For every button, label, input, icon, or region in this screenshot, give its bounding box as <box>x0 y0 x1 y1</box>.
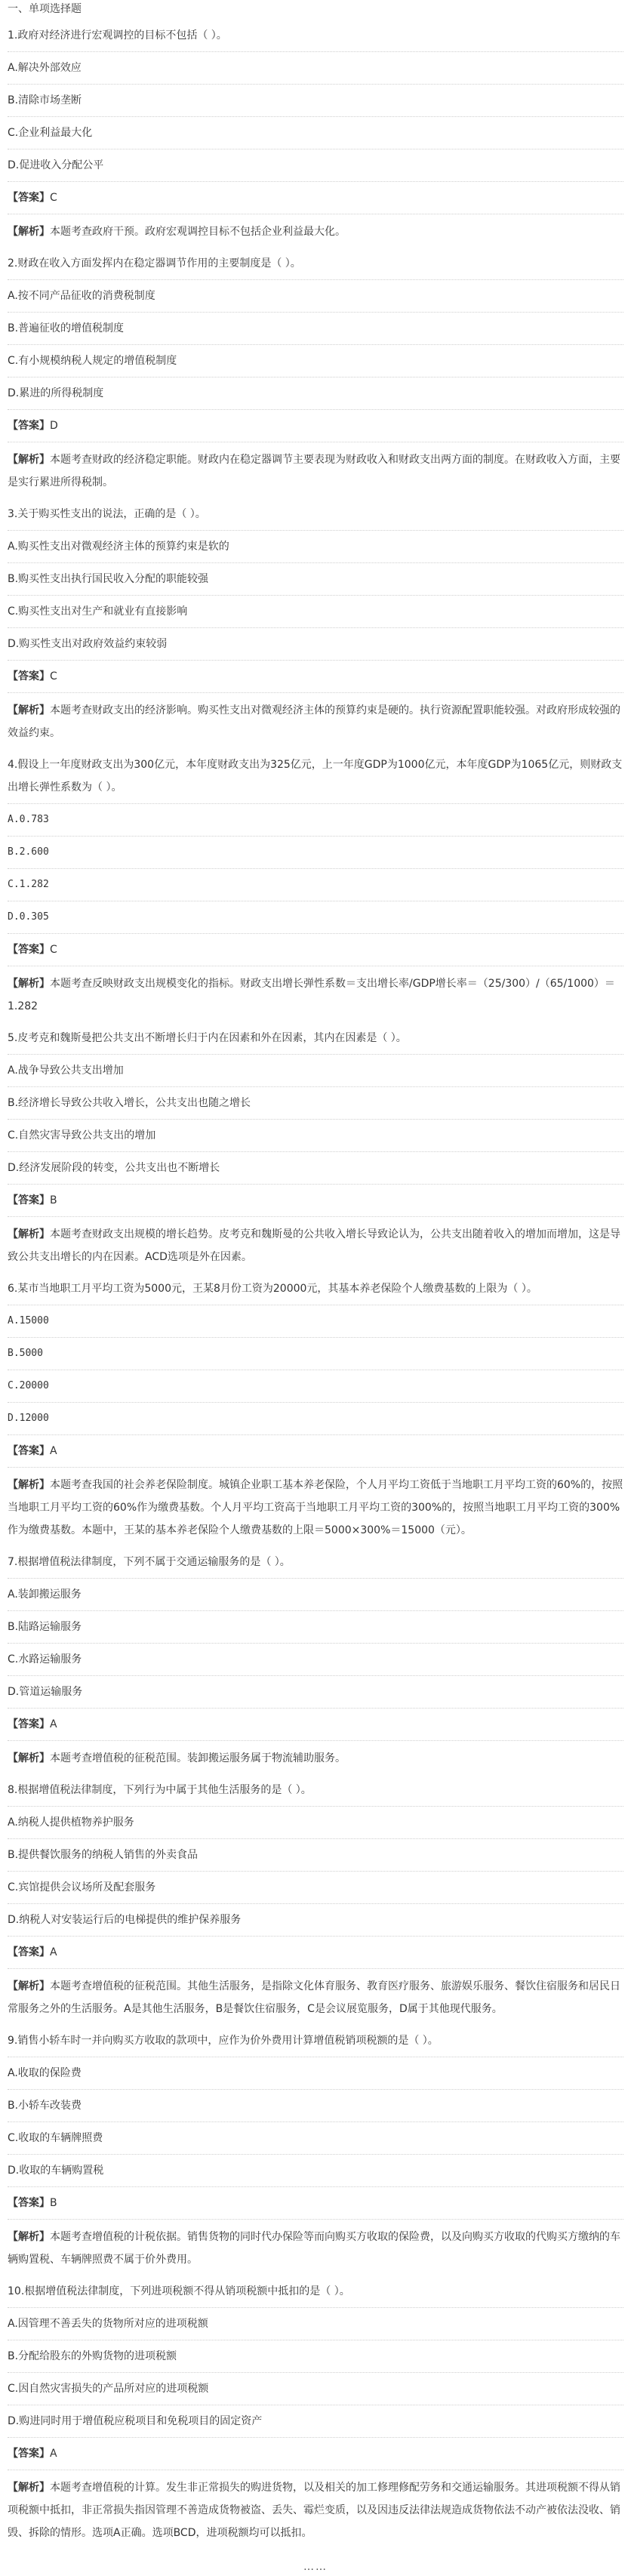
analysis-text: 本题考查增值税的计算。发生非正常损失的购进货物，以及相关的加工修理修配劳务和交通运输服务。其进项税额不得从销项税额中抵扣，非正常损失指因管理不善造成货物被盗、丢失、霉烂变质，以及因违反法律法规造成货物依法不动产被依法没收、销毁、拆除的情形。选项A正确。选项BCD，进项税额均可以抵扣。 <box>8 2482 620 2539</box>
option-b: B.陆路运输服务 <box>8 1610 623 1643</box>
analysis-label: 【解析】 <box>8 226 50 238</box>
answer-label: 【答案】 <box>8 2448 50 2460</box>
answer-value: B <box>50 2197 57 2209</box>
question-block <box>8 1273 623 1546</box>
analysis-label: 【解析】 <box>8 978 50 990</box>
answer-line <box>8 1708 623 1740</box>
answer-label: 【答案】 <box>8 944 50 956</box>
option-a: A.解决外部效应 <box>8 51 623 84</box>
answer-label: 【答案】 <box>8 1445 50 1457</box>
answer-label: 【答案】 <box>8 1946 50 1958</box>
option-c: C.1.282 <box>8 868 623 901</box>
answer-value: C <box>50 192 57 204</box>
option-d: D.促进收入分配公平 <box>8 149 623 181</box>
question-stem: 1.政府对经济进行宏观调控的目标不包括（ ）。 <box>8 29 227 42</box>
analysis-label: 【解析】 <box>8 2231 50 2243</box>
answer-line <box>8 181 623 214</box>
analysis-text: 本题考查政府干预。政府宏观调控目标不包括企业利益最大化。 <box>50 226 346 238</box>
question-stem: 4.假设上一年度财政支出为300亿元，本年度财政支出为325亿元，上一年度GDP为1000亿元，本年度GDP为1065亿元，则财政支出增长弹性系数为（ ）。 <box>8 759 623 793</box>
question-block <box>8 498 623 749</box>
question-stem: 6.某市当地职工月平均工资为5000元，王某8月份工资为20000元，其基本养老保险个人缴费基数的上限为（ ）。 <box>8 1283 537 1295</box>
option-c: C.自然灾害导致公共支出的增加 <box>8 1119 623 1151</box>
analysis-label: 【解析】 <box>8 454 50 466</box>
question-block <box>8 1022 623 1273</box>
option-c: C.20000 <box>8 1370 623 1402</box>
analysis-paragraph <box>8 1467 623 1546</box>
answer-value: A <box>50 1946 57 1958</box>
analysis-text: 本题考查财政的经济稳定职能。财政内在稳定器调节主要表现为财政收入和财政支出两方面的制度。在财政收入方面，主要是实行累进所得税制。 <box>8 454 620 488</box>
analysis-paragraph <box>8 1216 623 1273</box>
option-b: B.提供餐饮服务的纳税人销售的外卖食品 <box>8 1838 623 1871</box>
answer-label: 【答案】 <box>8 2197 50 2209</box>
answer-value: A <box>50 2448 57 2460</box>
option-a: A.按不同产品征收的消费税制度 <box>8 279 623 312</box>
answer-value: B <box>50 1194 57 1206</box>
option-c: C.有小规模纳税人规定的增值税制度 <box>8 344 623 377</box>
section-title: 一、单项选择题 <box>8 3 82 15</box>
option-b: B.普遍征收的增值税制度 <box>8 312 623 344</box>
question-list <box>8 20 623 2549</box>
analysis-text: 本题考查增值税的征税范围。其他生活服务，是指除文化体育服务、教育医疗服务、旅游娱乐服务、餐饮住宿服务和居民日常服务之外的生活服务。A是其他生活服务，B是餐饮住宿服务，C是会议展览服务，D属于其他现代服务。 <box>8 1980 620 2015</box>
option-d: D.累进的所得税制度 <box>8 377 623 409</box>
option-b: B.经济增长导致公共收入增长，公共支出也随之增长 <box>8 1086 623 1119</box>
question-block <box>8 749 623 1022</box>
option-b: B.清除市场垄断 <box>8 84 623 116</box>
question-stem: 8.根据增值税法律制度，下列行为中属于其他生活服务的是（ ）。 <box>8 1784 312 1796</box>
answer-line <box>8 1184 623 1216</box>
option-c: C.收取的车辆牌照费 <box>8 2122 623 2154</box>
answer-label: 【答案】 <box>8 1194 50 1206</box>
option-a: A.购买性支出对微观经济主体的预算约束是软的 <box>8 530 623 562</box>
answer-line <box>8 2437 623 2470</box>
question-block <box>8 1546 623 1774</box>
option-d: D.收取的车辆购置税 <box>8 2154 623 2186</box>
option-d: D.12000 <box>8 1402 623 1434</box>
exam-document <box>8 0 623 2549</box>
analysis-paragraph <box>8 2219 623 2276</box>
analysis-paragraph <box>8 1968 623 2025</box>
analysis-text: 本题考查反映财政支出规模变化的指标。财政支出增长弹性系数＝支出增长率/GDP增长率＝（25/300）/（65/1000）＝1.282 <box>8 978 615 1012</box>
option-d: D.0.305 <box>8 901 623 933</box>
option-b: B.分配给股东的外购货物的进项税额 <box>8 2340 623 2372</box>
answer-line <box>8 660 623 692</box>
option-b: B.2.600 <box>8 836 623 868</box>
option-c: C.企业利益最大化 <box>8 116 623 149</box>
option-d: D.纳税人对安装运行后的电梯提供的维护保养服务 <box>8 1903 623 1936</box>
option-a: A.纳税人提供植物养护服务 <box>8 1806 623 1838</box>
analysis-text: 本题考查增值税的计税依据。销售货物的同时代办保险等而向购买方收取的保险费，以及向购买方收取的代购买方缴纳的车辆购置税、车辆牌照费不属于价外费用。 <box>8 2231 620 2266</box>
option-c: C.水路运输服务 <box>8 1643 623 1675</box>
question-stem: 3.关于购买性支出的说法，正确的是（ ）。 <box>8 508 206 520</box>
option-a: A.战争导致公共支出增加 <box>8 1054 623 1086</box>
option-d: D.购进同时用于增值税应税项目和免税项目的固定资产 <box>8 2405 623 2437</box>
question-stem: 9.销售小轿车时一并向购买方收取的款项中，应作为价外费用计算增值税销项税额的是（ ）。 <box>8 2035 439 2047</box>
analysis-paragraph <box>8 442 623 498</box>
answer-line <box>8 933 623 966</box>
answer-line <box>8 1936 623 1968</box>
continuation-ellipsis: …… <box>303 2561 328 2573</box>
option-a: A.装卸搬运服务 <box>8 1578 623 1610</box>
option-c: C.宾馆提供会议场所及配套服务 <box>8 1871 623 1903</box>
question-stem: 10.根据增值税法律制度，下列进项税额不得从销项税额中抵扣的是（ ）。 <box>8 2285 350 2297</box>
analysis-label: 【解析】 <box>8 1228 50 1240</box>
option-d: D.经济发展阶段的转变，公共支出也不断增长 <box>8 1151 623 1184</box>
question-stem: 2.财政在收入方面发挥内在稳定器调节作用的主要制度是（ ）。 <box>8 257 301 270</box>
analysis-label: 【解析】 <box>8 1980 50 1992</box>
analysis-paragraph <box>8 2470 623 2549</box>
question-block <box>8 2025 623 2276</box>
answer-value: A <box>50 1718 57 1730</box>
answer-line <box>8 1434 623 1467</box>
analysis-paragraph <box>8 214 623 248</box>
analysis-text: 本题考查财政支出规模的增长趋势。皮考克和魏斯曼的公共收入增长导致论认为，公共支出随着收入的增加而增加，这是导致公共支出增长的内在因素。ACD选项是外在因素。 <box>8 1228 620 1263</box>
question-block <box>8 2276 623 2549</box>
option-c: C.购买性支出对生产和就业有直接影响 <box>8 595 623 627</box>
option-d: D.购买性支出对政府效益约束较弱 <box>8 627 623 660</box>
option-a: A.0.783 <box>8 803 623 836</box>
analysis-paragraph <box>8 966 623 1022</box>
option-a: A.因管理不善丢失的货物所对应的进项税额 <box>8 2307 623 2340</box>
option-d: D.管道运输服务 <box>8 1675 623 1708</box>
option-a: A.收取的保险费 <box>8 2057 623 2089</box>
answer-line <box>8 409 623 442</box>
answer-value: D <box>50 420 58 432</box>
option-b: B.购买性支出执行国民收入分配的职能较强 <box>8 562 623 595</box>
analysis-text: 本题考查财政支出的经济影响。购买性支出对微观经济主体的预算约束是硬的。执行资源配置职能较强。对政府形成较强的效益约束。 <box>8 704 620 739</box>
answer-line <box>8 2186 623 2219</box>
analysis-text: 本题考查增值税的征税范围。装卸搬运服务属于物流辅助服务。 <box>50 1752 346 1764</box>
analysis-label: 【解析】 <box>8 2482 50 2494</box>
question-block <box>8 1774 623 2025</box>
question-stem: 7.根据增值税法律制度，下列不属于交通运输服务的是（ ）。 <box>8 1556 291 1568</box>
answer-value: C <box>50 670 57 683</box>
answer-value: C <box>50 944 57 956</box>
option-a: A.15000 <box>8 1305 623 1337</box>
answer-label: 【答案】 <box>8 1718 50 1730</box>
analysis-paragraph <box>8 1740 623 1774</box>
answer-label: 【答案】 <box>8 192 50 204</box>
answer-label: 【答案】 <box>8 670 50 683</box>
analysis-text: 本题考查我国的社会养老保险制度。城镇企业职工基本养老保险，个人月平均工资低于当地职工月平均工资的60%的，按照当地职工月平均工资的60%作为缴费基数。个人月平均工资高于当地职工月平均工资的300%的，按照当地职工月平均工资的300%作为缴费基数。本题中，王某的基本养老保险个人缴费基数的上限＝5000×300%＝15000（元）。 <box>8 1479 623 1536</box>
option-b: B.小轿车改装费 <box>8 2089 623 2122</box>
analysis-paragraph <box>8 692 623 749</box>
analysis-label: 【解析】 <box>8 1752 50 1764</box>
option-c: C.因自然灾害损失的产品所对应的进项税额 <box>8 2372 623 2405</box>
answer-value: A <box>50 1445 57 1457</box>
analysis-label: 【解析】 <box>8 1479 50 1491</box>
question-stem: 5.皮考克和魏斯曼把公共支出不断增长归于内在因素和外在因素，其内在因素是（ ）。 <box>8 1032 407 1044</box>
question-block <box>8 20 623 248</box>
option-b: B.5000 <box>8 1337 623 1370</box>
analysis-label: 【解析】 <box>8 704 50 716</box>
answer-label: 【答案】 <box>8 420 50 432</box>
question-block <box>8 248 623 498</box>
